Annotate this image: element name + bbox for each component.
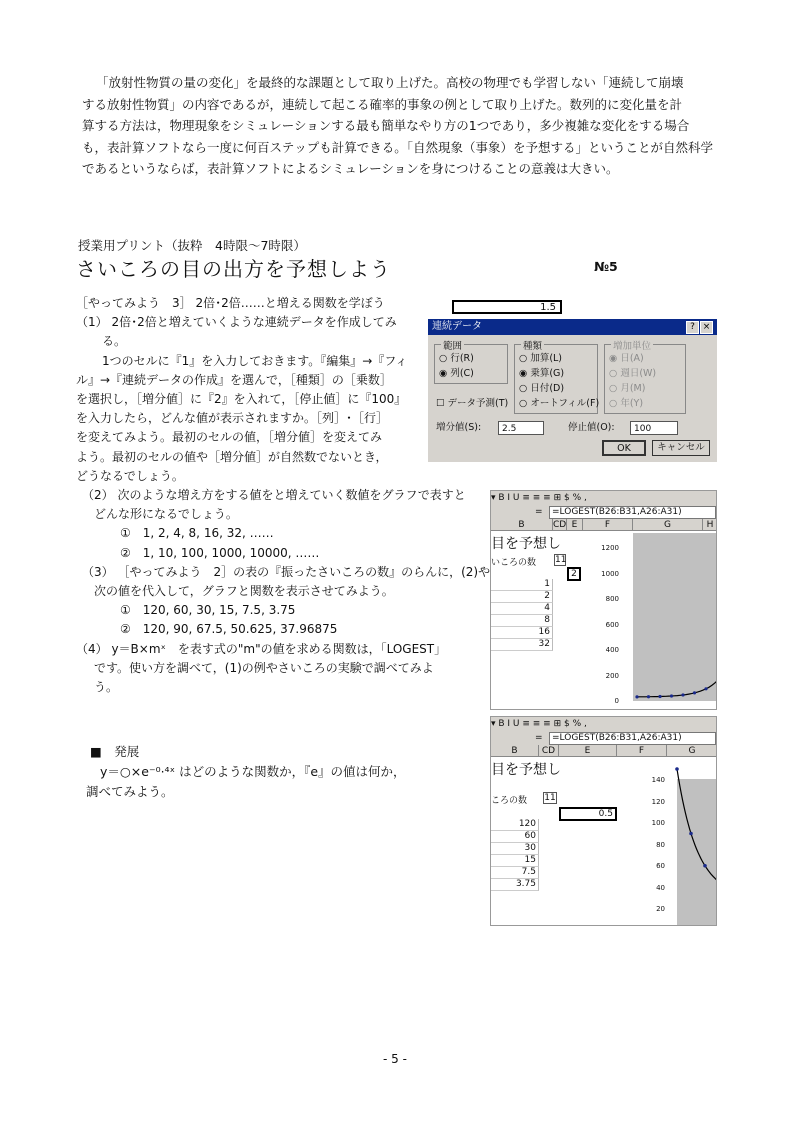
- value-cell[interactable]: 7.5: [491, 867, 539, 879]
- value-cell[interactable]: 16: [491, 627, 553, 639]
- unit-label: 増加単位: [611, 338, 653, 352]
- body-line: ［やってみよう 3］ 2倍･2倍……と増える関数を学ぼう: [76, 296, 385, 310]
- y-tick-label: 200: [605, 671, 619, 680]
- col-radio[interactable]: ◉ 列(C): [439, 368, 474, 379]
- intro-line: も，表計算ソフトなら一度に何百ステップも計算できる。「自然現象（事象）を予想する」ということが自然科学: [82, 139, 714, 155]
- body-line: ② 1, 10, 100, 1000, 10000, ……: [120, 545, 320, 560]
- advanced-line: 調べてみよう。: [86, 784, 174, 799]
- excel-screenshot-decay: [490, 716, 717, 926]
- y-tick-label: 800: [605, 595, 619, 603]
- series-dialog-screenshot: [428, 292, 717, 462]
- formula-bar: [491, 505, 716, 519]
- step-input[interactable]: 2.5: [498, 421, 544, 435]
- selected-cell: 1.5: [452, 300, 562, 314]
- col-header-e[interactable]: E: [567, 519, 583, 531]
- body-line: （1） 2倍･2倍と増えていくような連続データを作成してみ: [76, 315, 397, 330]
- format-toolbar: ▾ B I U ≡ ≡ ≡ ⊞ $ % ,: [491, 717, 716, 731]
- value-cell[interactable]: 2: [491, 591, 553, 603]
- count-value[interactable]: 11: [555, 555, 567, 565]
- growth-chart: [583, 533, 717, 710]
- decay-curve: [677, 769, 717, 894]
- data-point: [635, 695, 638, 698]
- data-point: [704, 687, 707, 690]
- date-radio[interactable]: ○ 日付(D): [519, 383, 565, 394]
- value-cell[interactable]: 15: [491, 855, 539, 867]
- body-line: 1つのセルに『1』を入力しておきます。『編集』→『フィ: [102, 353, 408, 368]
- data-point: [693, 691, 696, 694]
- intro-paragraph: [82, 72, 722, 180]
- body-line: 次の値を代入して，グラフと関数を表示させてみよう。: [94, 584, 394, 599]
- value-cell[interactable]: 1: [491, 579, 553, 591]
- year-radio[interactable]: ○ 年(Y): [609, 398, 644, 409]
- y-tick-label: 1000: [601, 569, 619, 578]
- body-line: （2） 次のような増え方をする値をと増えていく数値をグラフで表すと: [82, 488, 466, 503]
- intro-line: 「放射性物質の量の変化」を最終的な課題として取り上げた。高校の物理でも学習しない「連続して崩壊: [96, 75, 684, 90]
- body-line: どうなるでしょう。: [76, 468, 184, 483]
- body-line: う。: [94, 680, 119, 695]
- close-button[interactable]: ×: [700, 321, 713, 334]
- exercise-body: [76, 294, 491, 697]
- body-line: を選択し，［増分値］に『2』を入れて，［停止値］に『100』: [76, 392, 407, 407]
- formula-value[interactable]: =LOGEST(B26:B31,A26:A31): [549, 732, 716, 745]
- value-cell[interactable]: 30: [491, 843, 539, 855]
- value-cell[interactable]: 32: [491, 639, 553, 651]
- page-title: さいころの目の出方を予想しよう: [76, 257, 391, 281]
- data-point: [681, 693, 684, 696]
- day-radio[interactable]: ◉ 日(A): [609, 353, 644, 364]
- y-tick-label: 600: [605, 620, 619, 629]
- selected-cell[interactable]: 2: [567, 567, 581, 581]
- data-point: [689, 832, 693, 836]
- col-header-h[interactable]: H: [703, 519, 717, 531]
- step-label: 増分値(S):: [436, 422, 482, 433]
- format-toolbar: ▾ B I U ≡ ≡ ≡ ⊞ $ % ,: [491, 491, 716, 505]
- col-header-g[interactable]: G: [633, 519, 703, 531]
- trend-checkbox[interactable]: ☐ データ予測(T): [436, 398, 509, 409]
- range-label: 範囲: [441, 338, 464, 352]
- body-line: ② 120, 90, 67.5, 50.625, 37.96875: [120, 622, 338, 637]
- excel-screenshot-growth: [490, 490, 717, 710]
- col-header-e[interactable]: E: [559, 745, 617, 757]
- data-point: [703, 864, 707, 868]
- body-line: です。使い方を調べて，(1)の例やさいころの実験で調べてみよ: [94, 660, 434, 675]
- value-cell[interactable]: 4: [491, 603, 553, 615]
- type-group: [514, 341, 600, 414]
- formula-bar: [491, 731, 716, 745]
- cancel-button[interactable]: キャンセル: [652, 440, 710, 456]
- body-line: （4） y＝B×mˣ を表す式の"m"の値を求める関数は，「LOGEST」: [76, 641, 447, 656]
- help-button[interactable]: ?: [686, 321, 699, 334]
- page-number: - 5 -: [383, 1052, 407, 1066]
- month-radio[interactable]: ○ 月(M): [609, 383, 646, 394]
- autofill-radio[interactable]: ○ オートフィル(F): [519, 398, 600, 409]
- col-header-b[interactable]: B: [491, 519, 553, 531]
- y-tick-label: 60: [656, 862, 665, 870]
- body-line: を入力したら，どんな値が表示されますか。［列］･［行］: [76, 411, 389, 426]
- body-line: どんな形になるでしょう。: [94, 507, 238, 522]
- col-header-b[interactable]: B: [491, 745, 539, 757]
- formula-value[interactable]: =LOGEST(B26:B31,A26:A31): [549, 506, 716, 519]
- row-radio[interactable]: ○ 行(R): [439, 353, 474, 364]
- advanced-line: y＝○×e⁻⁰·⁴ˣ はどのような関数か，『e』の値は何か，: [100, 764, 406, 779]
- range-group: [434, 341, 508, 384]
- value-cell[interactable]: 8: [491, 615, 553, 627]
- body-line: ① 1, 2, 4, 8, 16, 32, ……: [120, 526, 274, 541]
- sheet-heading: 目を予想し: [491, 536, 561, 552]
- y-tick-label: 100: [651, 819, 665, 827]
- col-header-g[interactable]: G: [667, 745, 717, 757]
- type-label: 種類: [521, 338, 544, 352]
- growth-curve: [637, 566, 717, 697]
- y-tick-label: 120: [651, 797, 665, 806]
- count-label: ころの数: [491, 796, 528, 806]
- equals-icon: =: [535, 507, 543, 517]
- dialog-title-buttons: [685, 321, 713, 334]
- count-label: いころの数: [491, 558, 537, 568]
- y-tick-label: 1200: [601, 544, 619, 552]
- body-line: よう。最初のセルの値や［増分値］が自然数でないとき，: [76, 449, 388, 464]
- dialog-title: 連続データ: [428, 319, 717, 335]
- equals-icon: =: [535, 733, 543, 743]
- decay-chart: [617, 759, 717, 926]
- weekday-radio[interactable]: ○ 週日(W): [609, 368, 657, 379]
- stop-input[interactable]: 100: [630, 421, 678, 435]
- ok-button[interactable]: OK: [602, 440, 646, 456]
- y-tick-label: 0: [614, 697, 619, 705]
- intro-line: する放射性物質」の内容であるが，連続して起こる確率的事象の例として取り上げた。数列的に変化量を計: [82, 96, 683, 112]
- y-tick-label: 40: [656, 883, 665, 892]
- advanced-section: [86, 742, 406, 802]
- value-cell[interactable]: 120: [491, 819, 539, 831]
- data-point: [658, 695, 661, 698]
- unit-group: [604, 341, 686, 414]
- intro-line: 算する方法は，物理現象をシミュレーションする最も簡単なやり方の1つであり，多少複雑な変化をする場合: [82, 118, 690, 133]
- handout-number: №5: [594, 259, 618, 274]
- sheet-heading: 目を予想し: [491, 762, 561, 778]
- mult-radio[interactable]: ◉ 乗算(G): [519, 368, 565, 379]
- col-header-cd[interactable]: CD: [539, 745, 559, 757]
- advanced-heading: ■ 発展: [90, 744, 140, 759]
- selected-cell[interactable]: 0.5: [559, 807, 617, 821]
- col-header-f[interactable]: F: [617, 745, 667, 757]
- body-line: ① 120, 60, 30, 15, 7.5, 3.75: [120, 603, 296, 618]
- data-point: [670, 694, 673, 697]
- body-line: （3） ［やってみよう 2］の表の『振ったさいころの数』のらんに，(2)や: [82, 564, 491, 579]
- sheet-row: [428, 292, 717, 320]
- y-tick-label: 20: [656, 905, 665, 913]
- col-header-f[interactable]: F: [583, 519, 633, 531]
- intro-line: であるというならば，表計算ソフトによるシミュレーションを身につけることの意義は大きい。: [82, 161, 619, 176]
- stop-label: 停止値(O):: [568, 422, 615, 433]
- y-tick-label: 140: [651, 776, 665, 784]
- value-cell[interactable]: 3.75: [491, 879, 539, 891]
- data-point: [675, 767, 679, 771]
- body-line: る。: [102, 334, 127, 349]
- data-point: [647, 695, 650, 698]
- handout-subtitle: 授業用プリント（抜粋 4時限～7時限）: [78, 238, 306, 253]
- y-tick-label: 400: [605, 646, 619, 654]
- body-line: ル』→『連続データの作成』を選んで，［種類］の［乗数］: [76, 372, 392, 387]
- count-value[interactable]: 11: [544, 793, 556, 803]
- value-cell[interactable]: 60: [491, 831, 539, 843]
- col-header-cd[interactable]: CD: [553, 520, 567, 530]
- y-tick-label: 80: [656, 840, 665, 849]
- body-line: を変えてみよう。最初のセルの値，［増分値］を変えてみ: [76, 430, 383, 445]
- add-radio[interactable]: ○ 加算(L): [519, 353, 563, 364]
